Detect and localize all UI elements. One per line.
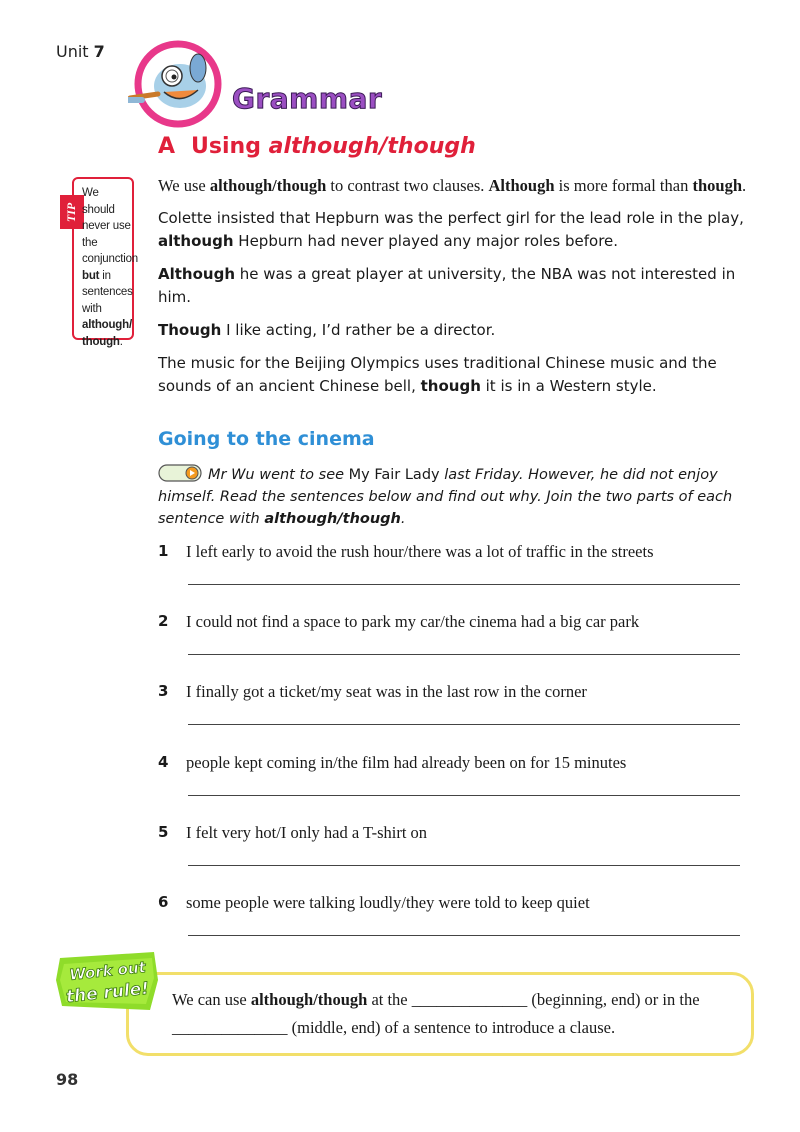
magnifier-mascot-icon bbox=[128, 38, 238, 130]
question-number: 2 bbox=[158, 612, 169, 630]
page-number: 98 bbox=[56, 1070, 79, 1089]
answer-line[interactable] bbox=[188, 935, 740, 936]
section-heading: A Using although/though bbox=[158, 134, 476, 159]
answer-line[interactable] bbox=[188, 584, 740, 585]
question-number: 3 bbox=[158, 682, 169, 700]
tip-label: TIP bbox=[60, 195, 84, 229]
example-2: Although he was a great player at university, the NBA was not interested in him. bbox=[158, 265, 736, 306]
question-number: 5 bbox=[158, 823, 169, 841]
page-title: Grammar bbox=[232, 82, 383, 115]
example-1: Colette insisted that Hepburn was the perfect girl for the lead role in the play, although Hepburn had never played any major roles before. bbox=[158, 209, 744, 250]
intro-paragraph: We use although/though to contrast two clauses. Although is more formal than though. bbox=[158, 176, 747, 195]
question-text: I could not find a space to park my car/the cinema had a big car park bbox=[186, 612, 640, 631]
example-4: The music for the Beijing Olympics uses traditional Chinese music and the sounds of an ancient Chinese bell, though it is in a Western style. bbox=[158, 354, 717, 395]
audio-track-icon bbox=[158, 464, 202, 482]
answer-line[interactable] bbox=[188, 654, 740, 655]
rule-text: We can use although/though at the ______________ (beginning, end) or in the ______________ (middle, end) of a sentence to introduce a clause. bbox=[172, 990, 700, 1037]
unit-label: Unit 7 bbox=[56, 42, 105, 61]
question-number: 4 bbox=[158, 753, 169, 771]
question-text: I left early to avoid the rush hour/there was a lot of traffic in the streets bbox=[186, 542, 654, 561]
question-number: 1 bbox=[158, 542, 169, 560]
badge-line-2: the rule! bbox=[65, 978, 150, 1008]
answer-line[interactable] bbox=[188, 724, 740, 725]
tip-box bbox=[64, 177, 138, 348]
tip-text: We should never use the conjunction but in sentences with although/ though. bbox=[82, 187, 138, 348]
question-text: some people were talking loudly/they were told to keep quiet bbox=[186, 893, 590, 912]
question-text: I felt very hot/I only had a T-shirt on bbox=[186, 823, 428, 842]
question-text: people kept coming in/the film had already been on for 15 minutes bbox=[186, 753, 627, 772]
question-text: I finally got a ticket/my seat was in the last row in the corner bbox=[186, 682, 587, 701]
question-number: 6 bbox=[158, 893, 169, 911]
work-out-the-rule-badge bbox=[54, 950, 162, 1012]
example-3: Though I like acting, I’d rather be a director. bbox=[158, 321, 496, 339]
badge-line-1: Work out bbox=[68, 958, 147, 984]
grammar-explanation bbox=[158, 174, 758, 408]
answer-line[interactable] bbox=[188, 795, 740, 796]
subsection-heading: Going to the cinema bbox=[158, 428, 375, 450]
answer-line[interactable] bbox=[188, 865, 740, 866]
exercise-instructions: Mr Wu went to see My Fair Lady last Friday. However, he did not enjoy himself. Read the sentences below and find out why. Join the two parts of each sentence with although/though. bbox=[158, 464, 758, 530]
